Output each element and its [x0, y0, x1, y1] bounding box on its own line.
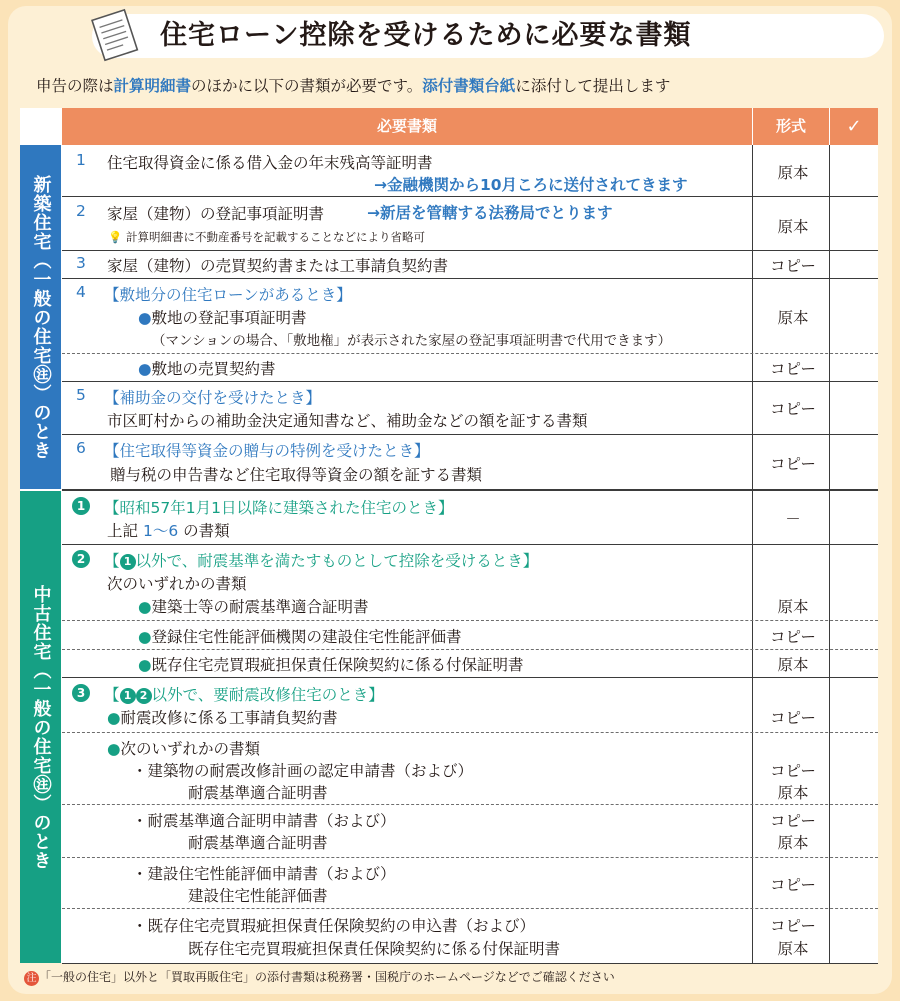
- header-check: ✓: [846, 116, 862, 137]
- doc-form: 原本: [777, 656, 809, 674]
- doc-text: ・既存住宅売買瑕疵担保責任保険契約の申込書（および）: [132, 917, 536, 935]
- header-form: 形式: [775, 117, 806, 135]
- doc-text: 次のいずれかの書類: [107, 575, 247, 593]
- row-number: 6: [76, 439, 86, 457]
- doc-label: 敷地の売買契約書: [151, 360, 276, 378]
- number-badge: 1: [120, 688, 136, 704]
- doc-form: 原本: [777, 309, 809, 327]
- bullet: ●: [138, 628, 152, 646]
- row-badge: [72, 550, 90, 568]
- doc-form: コピー: [770, 628, 816, 646]
- doc-label: 次のいずれかの書類: [120, 740, 261, 758]
- condition-heading: 【補助金の交付を受けたとき】: [104, 389, 322, 407]
- heading-text: 以外で、耐震基準を満たすものとして控除を受けるとき: [135, 552, 523, 570]
- bullet: ●: [138, 360, 152, 378]
- table-row: [62, 857, 878, 908]
- table-row: [62, 353, 878, 381]
- table-row: [62, 491, 878, 544]
- condition-heading: 【敷地分の住宅ローンがあるとき】: [104, 286, 352, 304]
- doc-source: →新居を管轄する法務局でとります: [367, 204, 613, 222]
- doc-text: 家屋（建物）の売買契約書または工事請負契約書: [107, 257, 449, 275]
- bullet: ●: [107, 740, 121, 758]
- doc-form: 原本: [777, 834, 809, 852]
- intro-highlight: 計算明細書: [113, 77, 192, 95]
- table-row: [62, 434, 878, 489]
- doc-note: （マンションの場合、「敷地権」が表示された家屋の登記事項証明書で代用できます）: [152, 333, 672, 349]
- doc-label: 既存住宅売買瑕疵担保責任保険契約に係る付保証明書: [151, 656, 524, 674]
- section-label-text: 中古住宅（一般の住宅㊟）のとき: [30, 584, 52, 870]
- doc-label: 登録住宅性能評価機関の建設住宅性能評価書: [151, 628, 462, 646]
- table-row: [62, 278, 878, 353]
- table-row: [62, 544, 878, 620]
- condition-heading: 【住宅取得等資金の贈与の特例を受けたとき】: [104, 442, 430, 460]
- bullet: ●: [138, 309, 152, 327]
- doc-text: 市区町村からの補助金決定通知書など、補助金などの額を証する書類: [107, 412, 588, 430]
- doc-form: コピー: [770, 917, 816, 935]
- intro-text: [36, 74, 670, 96]
- doc-text: [107, 706, 338, 728]
- table-row: [62, 196, 878, 250]
- row-number: 4: [76, 283, 86, 301]
- doc-form: コピー: [770, 257, 816, 275]
- doc-form: コピー: [770, 876, 816, 894]
- intro-part: のほかに以下の書類が必要です。: [191, 77, 423, 95]
- bullet: ●: [138, 656, 152, 674]
- header-docs: 必要書類: [376, 117, 437, 135]
- table-row: [62, 620, 878, 649]
- doc-text: ・建設住宅性能評価申請書（および）: [132, 865, 396, 883]
- row-badge: [72, 497, 90, 515]
- number-badge: 1: [72, 497, 90, 515]
- doc-text: 建設住宅性能評価書: [188, 887, 328, 905]
- section-label-text: 新築住宅（一般の住宅㊟）のとき: [30, 174, 52, 460]
- doc-form: 原本: [777, 164, 809, 182]
- table-row: [62, 649, 878, 677]
- doc-text: 家屋（建物）の登記事項証明書: [107, 205, 325, 223]
- row-number: 5: [76, 386, 86, 404]
- bracket: 】: [368, 686, 384, 704]
- doc-source: →金融機関から10月ころに送付されてきます: [374, 176, 688, 194]
- table-row: [62, 908, 878, 963]
- doc-text: [138, 625, 462, 647]
- doc-form: コピー: [770, 455, 816, 473]
- bullet: ●: [138, 598, 152, 616]
- doc-text: [107, 737, 260, 759]
- section-label-new: [20, 145, 61, 489]
- table-row: [62, 381, 878, 434]
- lightbulb-icon: 💡: [108, 230, 123, 244]
- bracket: 】: [522, 552, 539, 570]
- doc-text: 耐震基準適合証明書: [188, 834, 328, 852]
- row-number: 2: [76, 202, 86, 220]
- doc-form: コピー: [770, 360, 816, 378]
- documents-table: [20, 108, 878, 963]
- tip-text: 計算明細書に不動産番号を記載することなどにより省略可: [125, 230, 425, 244]
- doc-text: ・建築物の耐震改修計画の認定申請書（および）: [132, 762, 474, 780]
- number-badge: 2: [72, 550, 90, 568]
- doc-label: 耐震改修に係る工事請負契約書: [120, 709, 338, 727]
- condition-heading: 【昭和57年1月1日以降に建築された住宅のとき】: [104, 499, 454, 517]
- document-icon: [84, 8, 146, 64]
- heading-text: 以外で、要耐震改修住宅のとき: [151, 686, 369, 704]
- bullet: ●: [107, 709, 121, 727]
- doc-form: －: [785, 510, 801, 528]
- doc-ref: 1～6: [142, 522, 179, 540]
- doc-text: [107, 519, 230, 541]
- table-row: [62, 804, 878, 857]
- intro-part: に添付して提出します: [515, 77, 671, 95]
- tip: [108, 229, 425, 245]
- section-label-used: [20, 491, 61, 963]
- doc-text: [138, 357, 276, 379]
- doc-text: 耐震基準適合証明書: [188, 784, 328, 802]
- table-row: [62, 677, 878, 732]
- doc-form: コピー: [770, 812, 816, 830]
- intro-part: 申告の際は: [36, 77, 114, 95]
- table-row: [62, 250, 878, 278]
- doc-text: 贈与税の申告書など住宅取得等資金の額を証する書類: [110, 466, 483, 484]
- condition-heading: [104, 549, 538, 571]
- table-row: [62, 145, 878, 196]
- footnote: [24, 968, 615, 986]
- note-text: 「一般の住宅」以外と「買取再販住宅」の添付書類は税務署・国税庁のホームページなどでご確認ください: [39, 970, 615, 984]
- table-row: [62, 732, 878, 804]
- doc-form: 原本: [777, 784, 809, 802]
- row-number: 3: [76, 254, 86, 272]
- doc-form: コピー: [770, 400, 816, 418]
- row-number: 1: [76, 151, 86, 169]
- doc-text: 既存住宅売買瑕疵担保責任保険契約に係る付保証明書: [188, 940, 561, 958]
- row-badge: [72, 684, 90, 702]
- doc-text: [138, 653, 524, 675]
- doc-text: ・耐震基準適合証明申請書（および）: [132, 812, 396, 830]
- doc-label: 建築士等の耐震基準適合証明書: [151, 598, 369, 616]
- doc-text: [138, 306, 307, 328]
- doc-form: 原本: [777, 218, 809, 236]
- table-header: [62, 108, 878, 145]
- number-badge: 2: [136, 688, 152, 704]
- number-badge: 1: [120, 554, 136, 570]
- bracket: 【: [104, 686, 120, 704]
- doc-text: 住宅取得資金に係る借入金の年末残高等証明書: [107, 154, 433, 172]
- doc-label: 敷地の登記事項証明書: [151, 309, 307, 327]
- bracket: 【: [104, 552, 120, 570]
- doc-form: コピー: [770, 762, 816, 780]
- doc-label: の書類: [183, 522, 230, 540]
- doc-form: 原本: [777, 598, 809, 616]
- intro-highlight: 添付書類台紙: [422, 77, 516, 95]
- condition-heading: [104, 683, 384, 705]
- note-mark: 注: [24, 971, 39, 986]
- page-title: 住宅ローン控除を受けるために必要な書類: [160, 20, 692, 51]
- doc-label: 上記: [107, 522, 139, 540]
- doc-text: [138, 595, 369, 617]
- doc-form: コピー: [770, 709, 816, 727]
- number-badge: 3: [72, 684, 90, 702]
- doc-form: 原本: [777, 940, 809, 958]
